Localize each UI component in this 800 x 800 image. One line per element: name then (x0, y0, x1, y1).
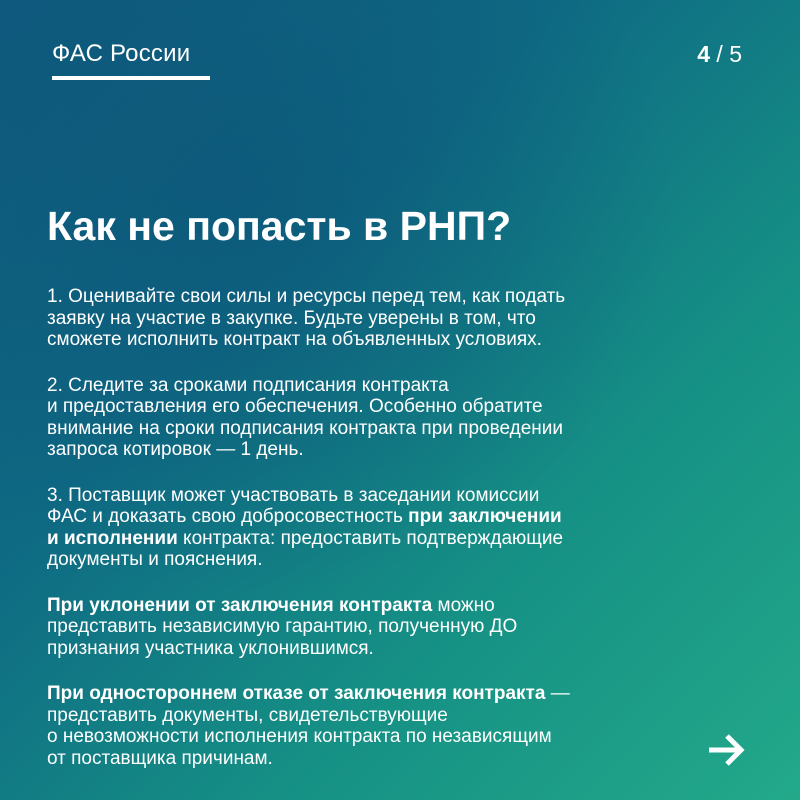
next-slide-button[interactable] (706, 730, 746, 770)
paragraph-4-line-3: признания участника уклонившимся. (47, 637, 374, 659)
paragraph-1-line-2: заявку на участие в закупке. Будьте уверены в том, что (47, 307, 536, 329)
paragraph-4-line-1-text: можно (432, 594, 495, 616)
paragraph-2 (47, 375, 767, 461)
page-total: 5 (729, 41, 742, 67)
paragraph-1-line-3: сможете исполнить контракт на объявленных условиях. (47, 329, 542, 350)
paragraph-3-line-3 (47, 528, 767, 550)
arrow-right-icon (706, 730, 746, 770)
paragraph-2-line-2: и предоставления его обеспечения. Особенно обратите (47, 396, 543, 417)
paragraph-4-line-2: представить независимую гарантию, полученную ДО (47, 616, 518, 637)
page-title: Как не попасть в РНП? (47, 203, 512, 249)
paragraph-5-line-3: о невозможности исполнения контракта по независящим (47, 726, 552, 747)
brand-name: ФАС России (52, 40, 191, 67)
paragraph-5 (47, 683, 767, 769)
paragraph-3-line-3-emphasis: и исполнении (47, 527, 178, 549)
paragraph-2-line-3: внимание на сроки подписания контракта при проведении (47, 417, 563, 439)
paragraph-1 (47, 286, 767, 351)
paragraph-3-line-3-text: контракта: предоставить подтверждающие (177, 527, 564, 549)
paragraph-5-line-1-text: — (545, 683, 570, 704)
paragraph-5-line-1-emphasis: При одностороннем отказе от заключения контракта (47, 683, 546, 704)
content-body (47, 286, 767, 793)
paragraph-5-line-4: от поставщика причинам. (47, 747, 273, 769)
paragraph-3-line-2-text: ФАС и доказать свою добросовестность (47, 506, 409, 527)
page-indicator (697, 40, 742, 68)
paragraph-2-line-4: запроса котировок — 1 день. (47, 439, 304, 460)
page-current: 4 (697, 41, 711, 67)
paragraph-3-line-1: 3. Поставщик может участвовать в заседании комиссии (47, 484, 540, 506)
paragraph-3-line-2 (47, 506, 767, 528)
paragraph-1-line-1: 1. Оценивайте свои силы и ресурсы перед тем, как подать (47, 286, 566, 307)
paragraph-4-line-1 (47, 595, 767, 617)
paragraph-3-line-2-emphasis: при заключении (408, 506, 562, 527)
page-separator: / (716, 41, 723, 67)
paragraph-3-line-4: документы и пояснения. (47, 549, 263, 570)
paragraph-5-line-2: представить документы, свидетельствующие (47, 704, 448, 726)
brand-underline (52, 76, 210, 80)
paragraph-3 (47, 485, 767, 571)
paragraph-4-line-1-emphasis: При уклонении от заключения контракта (47, 594, 433, 616)
paragraph-5-line-1 (47, 683, 767, 705)
paragraph-2-line-1: 2. Следите за сроками подписания контракта (47, 374, 449, 396)
brand (52, 40, 210, 80)
paragraph-4 (47, 595, 767, 660)
